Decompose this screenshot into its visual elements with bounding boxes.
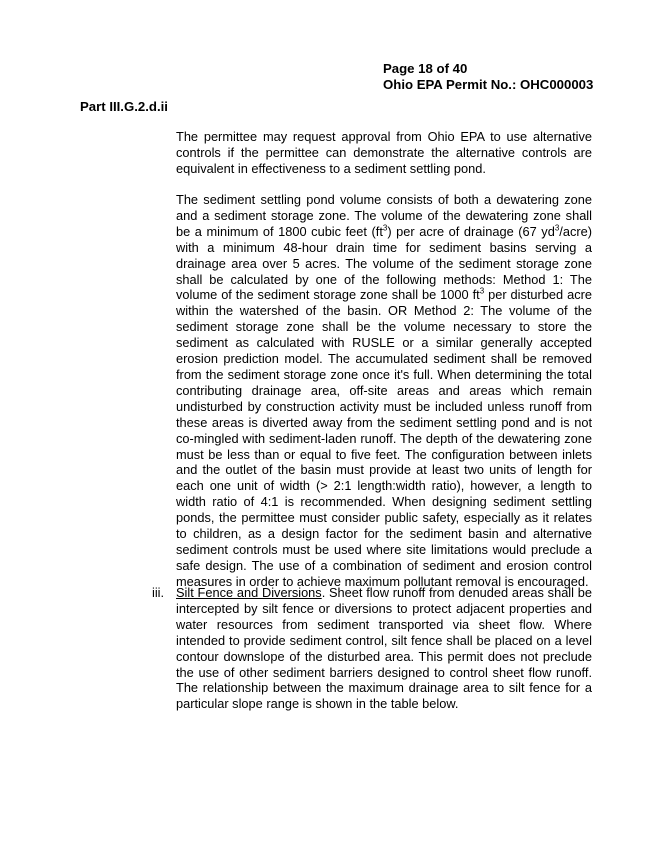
superscript: 3 bbox=[479, 287, 485, 297]
superscript: 3 bbox=[382, 223, 388, 233]
text-run: per disturbed acre within the watershed of the basin. OR Method 2: The volume of the sediment storage zone shall be the volume necessary to store the sediment as calculated with RUSLE or a similar generally accepted erosion prediction model. The accumulated sediment shall be removed from the sediment storage zone once it's full. When determining the total contributing drainage area, off-site areas and areas which remain undisturbed by construction activity must be included unless runoff from these areas is diverted away from the sediment settling pond and is not co-mingled with sediment-laden runoff. The depth of the dewatering zone must be less than or equal to five feet. The configuration between inlets and the outlet of the basin must provide at least two units of length for each one unit of width (> 2:1 length:width ratio), however, a length to width ratio of 4:1 is recommended. When designing sediment settling ponds, the permittee must consider public safety, especially as it relates to children, as a design factor for the sediment basin and alternative sediment controls must be used where site limitations would preclude a safe design. The use of a combination of sediment and erosion control measures in order to achieve maximum pollutant removal is encouraged. bbox=[176, 287, 592, 589]
paragraph-silt-fence bbox=[176, 585, 592, 712]
text-run: The sediment settling pond volume consists of both a dewatering zone and a sediment storage zone. The volume of the dewatering zone shall be a minimum of 1800 cubic feet (ft bbox=[176, 192, 592, 239]
paragraph-alternative-controls: The permittee may request approval from Ohio EPA to use alternative controls if the permittee can demonstrate the alternative controls are equivalent in effectiveness to a sediment settling pond. bbox=[176, 129, 592, 176]
text-run: . Sheet flow runoff from denuded areas shall be intercepted by silt fence or diversions to protect adjacent properties and water resources from sediment transported via sheet flow. Where intended to provide sediment control, silt fence shall be placed on a level contour downslope of the disturbed area. This permit does not preclude the use of other sediment barriers designed to control sheet flow runoff. The relationship between the maximum drainage area to silt fence for a particular slope range is shown in the table below. bbox=[176, 585, 592, 712]
text-run: /acre) with a minimum 48-hour drain time for sediment basins serving a drainage area over 5 acres. The volume of the sediment storage zone shall be calculated by one of the following methods: Method 1: The volume of the sediment storage zone shall be 1000 ft bbox=[176, 223, 592, 303]
permit-number: Ohio EPA Permit No.: OHC000003 bbox=[383, 77, 594, 92]
section-label: Part III.G.2.d.ii bbox=[80, 99, 168, 114]
page-number: Page 18 of 40 bbox=[383, 61, 468, 76]
text-run: ) per acre of drainage (67 yd bbox=[387, 223, 555, 239]
list-item-number: iii. bbox=[152, 585, 165, 600]
paragraph-settling-pond-volume bbox=[176, 192, 592, 590]
item-title: Silt Fence and Diversions bbox=[176, 585, 322, 600]
superscript: 3 bbox=[554, 223, 560, 233]
